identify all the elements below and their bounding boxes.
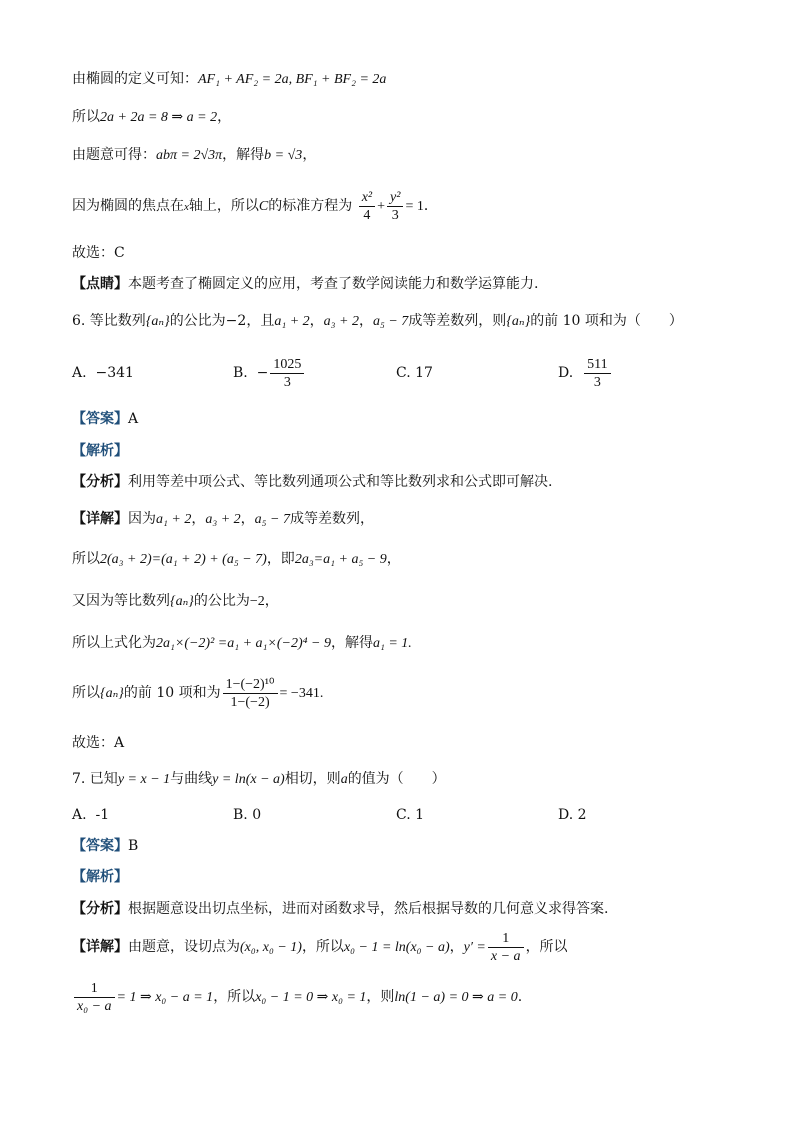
option-label: C. xyxy=(396,365,411,381)
text: ， xyxy=(358,313,373,329)
math: C xyxy=(258,199,269,214)
text: ，则 xyxy=(366,989,395,1005)
text: 的公比为 xyxy=(193,593,250,609)
denominator: 4 xyxy=(363,207,371,223)
detail-line xyxy=(72,924,734,971)
fraction xyxy=(270,356,304,391)
math: a₅ − 7 xyxy=(254,512,290,527)
option-b xyxy=(233,352,306,394)
math: (x₀, x₀ − 1) xyxy=(240,940,302,955)
text: 的公比为−2，且 xyxy=(169,313,275,329)
math: {aₙ} xyxy=(170,594,194,609)
option-label: D. xyxy=(558,365,574,381)
option-value: −341 xyxy=(95,365,134,381)
math: y = x − 1 xyxy=(117,772,171,787)
text: 成等差数列， xyxy=(289,511,374,527)
math: y = ln(x − a) xyxy=(212,772,285,787)
text: ， xyxy=(217,109,232,125)
option-d xyxy=(558,804,587,826)
option-value: 0 xyxy=(252,807,262,823)
fenxi-line xyxy=(72,898,734,920)
math: a₃ + 2 xyxy=(205,512,241,527)
answer-tag: 【答案】 xyxy=(72,838,128,854)
analysis-tag: 【解析】 xyxy=(72,443,128,459)
fraction xyxy=(223,676,278,711)
option-a xyxy=(72,362,134,384)
fenxi-tag: 【分析】 xyxy=(72,901,128,917)
detail-tag: 【详解】 xyxy=(72,939,128,955)
detail-line xyxy=(72,508,734,531)
fraction xyxy=(359,189,375,224)
text: ， xyxy=(302,147,317,163)
text: ， xyxy=(449,939,464,955)
math: {aₙ} xyxy=(145,314,170,329)
text: ，解得 xyxy=(330,635,373,651)
option-label: A. xyxy=(72,365,87,381)
numerator: 1 xyxy=(488,930,524,948)
text: 由题意可得： xyxy=(72,147,156,163)
choose-line: 故选：C xyxy=(72,245,125,261)
numerator: 511 xyxy=(584,356,610,374)
fraction xyxy=(488,930,524,965)
option-b xyxy=(233,804,261,826)
math: = −341. xyxy=(279,686,324,701)
detail-line-2 xyxy=(72,974,734,1021)
math: {aₙ} xyxy=(506,314,531,329)
comment-line xyxy=(72,273,734,295)
math: x₀ − 1 = 0 ⇒ x₀ = 1 xyxy=(255,990,367,1005)
fenxi-line xyxy=(72,471,734,493)
text: 的标准方程为 xyxy=(268,198,353,214)
text: 由椭圆的定义可知： xyxy=(72,71,198,87)
denominator: x − a xyxy=(490,948,521,964)
text: 本题考查了椭圆定义的应用，考查了数学阅读能力和数学运算能力. xyxy=(128,276,539,292)
text: 利用等差中项公式、等比数列通项公式和等比数列求和公式即可解决. xyxy=(128,474,553,490)
text: 7. 已知 xyxy=(72,771,118,787)
numerator: x² xyxy=(359,189,375,207)
option-label: D. xyxy=(558,807,574,823)
choose-line: 故选：A xyxy=(72,735,125,751)
denominator: 1−(−2) xyxy=(230,694,270,710)
fraction xyxy=(74,980,115,1015)
math: −2 xyxy=(249,594,265,609)
step-4-line xyxy=(72,670,734,717)
solve-a-line xyxy=(72,106,734,129)
text: ， xyxy=(309,313,324,329)
text: ． xyxy=(423,198,438,214)
math: 2a₃=a₁ + a₅ − 9 xyxy=(294,552,387,567)
math: y′ = xyxy=(463,940,486,955)
math: 2(a₃ + 2)=(a₁ + 2) + (a₅ − 7) xyxy=(100,552,267,567)
fenxi-tag: 【分析】 xyxy=(72,474,128,490)
text: 所以 xyxy=(72,551,100,567)
answer-value: A xyxy=(128,411,139,427)
text: 相切，则 xyxy=(284,771,341,787)
option-value: 17 xyxy=(415,365,433,381)
option-label: B. xyxy=(233,365,248,381)
text: ， xyxy=(191,511,206,527)
math: ln(1 − a) = 0 ⇒ a = 0 xyxy=(394,990,518,1005)
text: 所以上式化为 xyxy=(72,635,156,651)
analysis-line xyxy=(72,440,734,462)
math: a₁ = 1. xyxy=(372,636,412,651)
text: . xyxy=(517,989,523,1005)
numerator: y² xyxy=(387,189,403,207)
answer-line xyxy=(72,835,734,857)
answer-line xyxy=(72,408,734,430)
text: 的值为（ ） xyxy=(347,771,446,787)
denominator: x₀ − a xyxy=(77,998,112,1014)
math: 2a + 2a = 8 ⇒ a = 2 xyxy=(100,110,218,125)
step-2-line xyxy=(72,590,734,613)
option-c xyxy=(396,804,424,826)
answer-tag: 【答案】 xyxy=(72,411,128,427)
text: ，所以 xyxy=(525,939,568,955)
option-d xyxy=(558,352,613,394)
math: = 1 ⇒ x₀ − a = 1 xyxy=(116,990,214,1005)
question-6-stem xyxy=(72,310,734,333)
analysis-tag: 【解析】 xyxy=(72,869,128,885)
step-1-line xyxy=(72,548,734,571)
analysis-line xyxy=(72,866,734,888)
answer-value: B xyxy=(128,838,139,854)
option-label: C. xyxy=(396,807,411,823)
option-c xyxy=(396,362,433,384)
detail-tag: 【详解】 xyxy=(72,511,128,527)
math: = 1 xyxy=(405,199,424,214)
question-7-stem xyxy=(72,768,734,791)
text: ， xyxy=(240,511,255,527)
option-value: -1 xyxy=(95,807,110,823)
text: 因为 xyxy=(128,511,156,527)
text: 又因为等比数列 xyxy=(72,593,170,609)
comment-tag: 【点睛】 xyxy=(72,276,128,292)
text: 6. 等比数列 xyxy=(72,313,146,329)
text: 成等差数列，则 xyxy=(408,313,507,329)
text: 由题意，设切点为 xyxy=(128,939,240,955)
option-value: 1 xyxy=(415,807,425,823)
ellipse-definition-line xyxy=(72,68,734,91)
math: a₃ + 2 xyxy=(323,314,359,329)
fraction xyxy=(387,189,403,224)
math: {aₙ} xyxy=(100,686,124,701)
option-value: 2 xyxy=(577,807,587,823)
math: + xyxy=(377,199,386,214)
option-label: B. xyxy=(233,807,248,823)
text: 的前 10 项和为（ ） xyxy=(530,313,683,329)
text: ，解得 xyxy=(222,147,265,163)
text: 所以 xyxy=(72,109,100,125)
denominator: 3 xyxy=(391,207,399,223)
math: x xyxy=(184,201,189,213)
math: a₅ − 7 xyxy=(372,314,409,329)
denominator: 3 xyxy=(283,374,291,390)
text: ，即 xyxy=(266,551,295,567)
math: b = √3 xyxy=(264,148,303,163)
text: ， xyxy=(264,593,279,609)
fraction xyxy=(584,356,610,391)
math: a₁ + 2 xyxy=(156,512,192,527)
text: 轴上，所以 xyxy=(188,198,259,214)
solve-b-line xyxy=(72,144,734,167)
denominator: 3 xyxy=(593,374,601,390)
text: ，所以 xyxy=(301,939,344,955)
text: 所以 xyxy=(72,685,100,701)
option-sign: − xyxy=(256,365,269,381)
numerator: 1025 xyxy=(270,356,304,374)
text: 与曲线 xyxy=(170,771,213,787)
option-a xyxy=(72,804,109,826)
text: ， xyxy=(386,551,401,567)
math: a₁ + 2 xyxy=(274,314,310,329)
text: 的前 10 项和为 xyxy=(123,685,221,701)
text: 因为椭圆的焦点在 xyxy=(72,198,184,214)
math: x₀ − 1 = ln(x₀ − a) xyxy=(343,940,450,955)
math: a xyxy=(340,772,348,787)
text: 根据题意设出切点坐标，进而对函数求导，然后根据导数的几何意义求得答案. xyxy=(128,901,609,917)
math: AF₁ + AF₂ = 2a, BF₁ + BF₂ = 2a xyxy=(198,72,387,87)
math: abπ = 2√3π xyxy=(156,148,223,163)
step-3-line xyxy=(72,632,734,655)
numerator: 1−(−2)¹⁰ xyxy=(223,676,278,694)
numerator: 1 xyxy=(74,980,115,998)
option-label: A. xyxy=(72,807,87,823)
math: 2a₁×(−2)² =a₁ + a₁×(−2)⁴ − 9 xyxy=(156,636,331,651)
text: ，所以 xyxy=(213,989,256,1005)
standard-equation-line xyxy=(72,186,734,227)
